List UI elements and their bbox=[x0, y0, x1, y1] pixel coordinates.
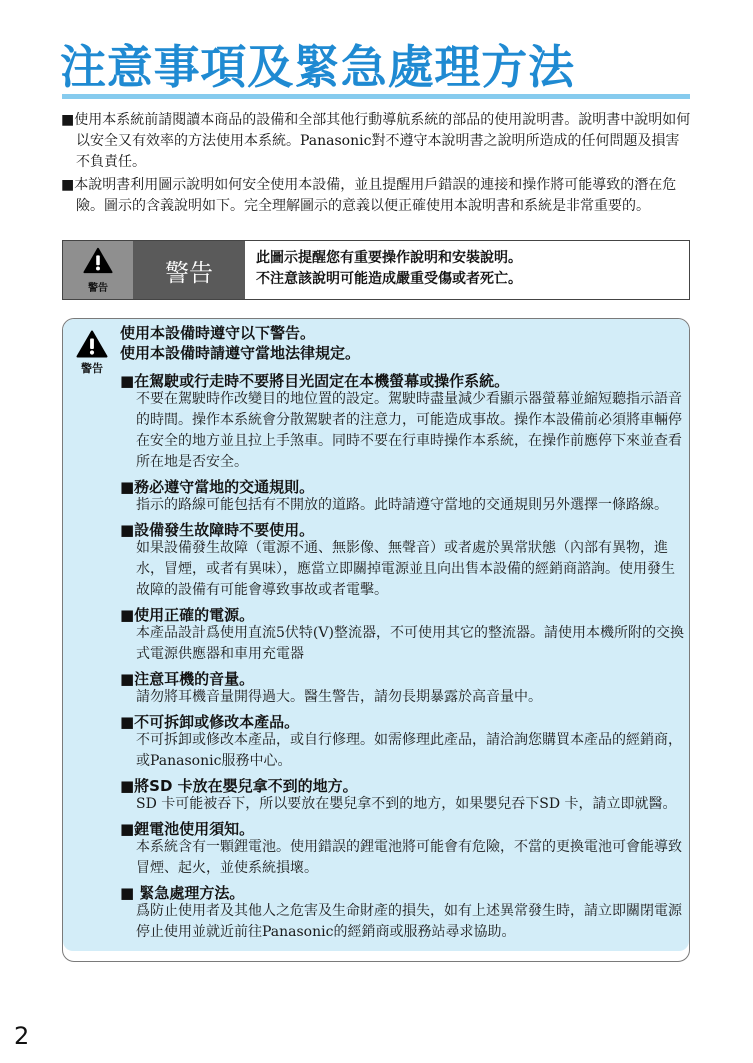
warning-triangle-icon bbox=[76, 330, 108, 358]
intro bbox=[61, 110, 693, 217]
section-heading: ■注意耳機的音量。 bbox=[120, 670, 255, 688]
section-heading: ■務必遵守當地的交通規則。 bbox=[120, 478, 315, 496]
legend-label: 警告 bbox=[165, 258, 213, 287]
section-heading: ■將SD 卡放在嬰兒拿不到的地方。 bbox=[120, 777, 358, 795]
section-heading: ■ 緊急處理方法。 bbox=[120, 884, 245, 902]
section-body: 本系統含有一顆鋰電池。使用錯誤的鋰電池將可能會有危險，不當的更換電池可會能導致冒煙、起火，並使系統損壞。 bbox=[136, 839, 682, 876]
warning-section bbox=[120, 821, 690, 879]
warning-panel-icon bbox=[76, 330, 108, 375]
section-body: 不可拆卸或修改本產品，或自行修理。如需修理此產品，請洽詢您購買本產品的經銷商，或Panasonic服務中心。 bbox=[136, 732, 682, 769]
warning-section bbox=[120, 778, 690, 815]
warning-symbol-legend bbox=[62, 240, 690, 300]
legend-label-cell bbox=[133, 241, 245, 299]
section-heading: ■設備發生故障時不要使用。 bbox=[120, 521, 315, 539]
warning-section bbox=[120, 607, 690, 665]
section-body: 不要在駕駛時作改變目的地位置的設定。駕駛時盡量減少看顯示器螢幕並縮短聽指示語音的時間。操作本系統會分散駕駛者的注意力，可能造成事故。操作本設備前必須將車輛停在安全的地方並且拉上手煞車。同時不要在行車時操作本系統，在操作前應停下來並查看所在地是否安全。 bbox=[136, 391, 682, 470]
warning-section bbox=[120, 714, 690, 772]
section-body: 如果設備發生故障（電源不通、無影像、無聲音）或者處於異常狀態（內部有異物，進水，冒煙，或者有異味），應當立即關掉電源並且向出售本設備的經銷商諮詢。使用發生故障的設備有可能會導致事故或者電擊。 bbox=[136, 540, 675, 598]
legend-icon-label: 警告 bbox=[88, 283, 108, 294]
section-body: 本產品設計爲使用直流5伏特(V)整流器，不可使用其它的整流器。請使用本機所附的交換式電源供應器和車用充電器 bbox=[136, 625, 684, 662]
page-title: 注意事項及緊急處理方法 bbox=[60, 40, 575, 94]
warning-sections bbox=[120, 373, 690, 943]
legend-description bbox=[245, 241, 689, 299]
section-body: 指示的路線可能包括有不開放的道路。此時請遵守當地的交通規則另外選擇一條路線。 bbox=[136, 497, 668, 513]
page-number: 2 bbox=[14, 1022, 30, 1050]
warning-section bbox=[120, 522, 690, 601]
warning-section bbox=[120, 479, 690, 516]
warning-lead-line: 使用本設備時遵守以下警告。 bbox=[120, 324, 316, 342]
warning-section bbox=[120, 671, 690, 708]
warning-triangle-icon bbox=[83, 247, 113, 274]
title-underline bbox=[62, 94, 690, 99]
warning-panel-icon-label: 警告 bbox=[81, 362, 103, 375]
legend-line: 不注意該說明可能造成嚴重受傷或者死亡。 bbox=[256, 271, 522, 287]
intro-paragraph: ■本說明書利用圖示說明如何安全使用本設備，並且提醒用戶錯誤的連接和操作將可能導致的潛在危險。圖示的含義說明如下。完全理解圖示的意義以便正確使用本說明書和系統是非常重要的。 bbox=[61, 177, 677, 214]
warning-lead-line: 使用本設備時請遵守當地法律規定。 bbox=[120, 344, 361, 362]
warning-lead bbox=[120, 323, 360, 363]
warning-section bbox=[120, 885, 690, 943]
section-body: 請勿將耳機音量開得過大。醫生警告，請勿長期暴露於高音量中。 bbox=[136, 689, 542, 705]
section-heading: ■在駕駛或行走時不要將目光固定在本機螢幕或操作系統。 bbox=[120, 372, 510, 390]
section-heading: ■鋰電池使用須知。 bbox=[120, 820, 255, 838]
intro-paragraph: ■使用本系統前請閱讀本商品的設備和全部其他行動導航系統的部品的使用說明書。說明書中說明如何以安全又有效率的方法使用本系統。Panasonic對不遵守本說明書之說明所造成的任何問題及損害不負責任。 bbox=[61, 112, 691, 170]
legend-icon-cell bbox=[63, 241, 133, 299]
warning-section bbox=[120, 373, 690, 473]
section-body: SD 卡可能被吞下，所以要放在嬰兒拿不到的地方，如果嬰兒吞下SD 卡，請立即就醫。 bbox=[136, 796, 677, 812]
section-heading: ■使用正確的電源。 bbox=[120, 606, 255, 624]
legend-line: 此圖示提醒您有重要操作說明和安裝說明。 bbox=[256, 250, 522, 266]
section-body: 爲防止使用者及其他人之危害及生命財產的損失，如有上述異常發生時，請立即關閉電源停止使用並就近前往Panasonic的經銷商或服務站尋求協助。 bbox=[136, 903, 682, 940]
section-heading: ■不可拆卸或修改本產品。 bbox=[120, 713, 300, 731]
